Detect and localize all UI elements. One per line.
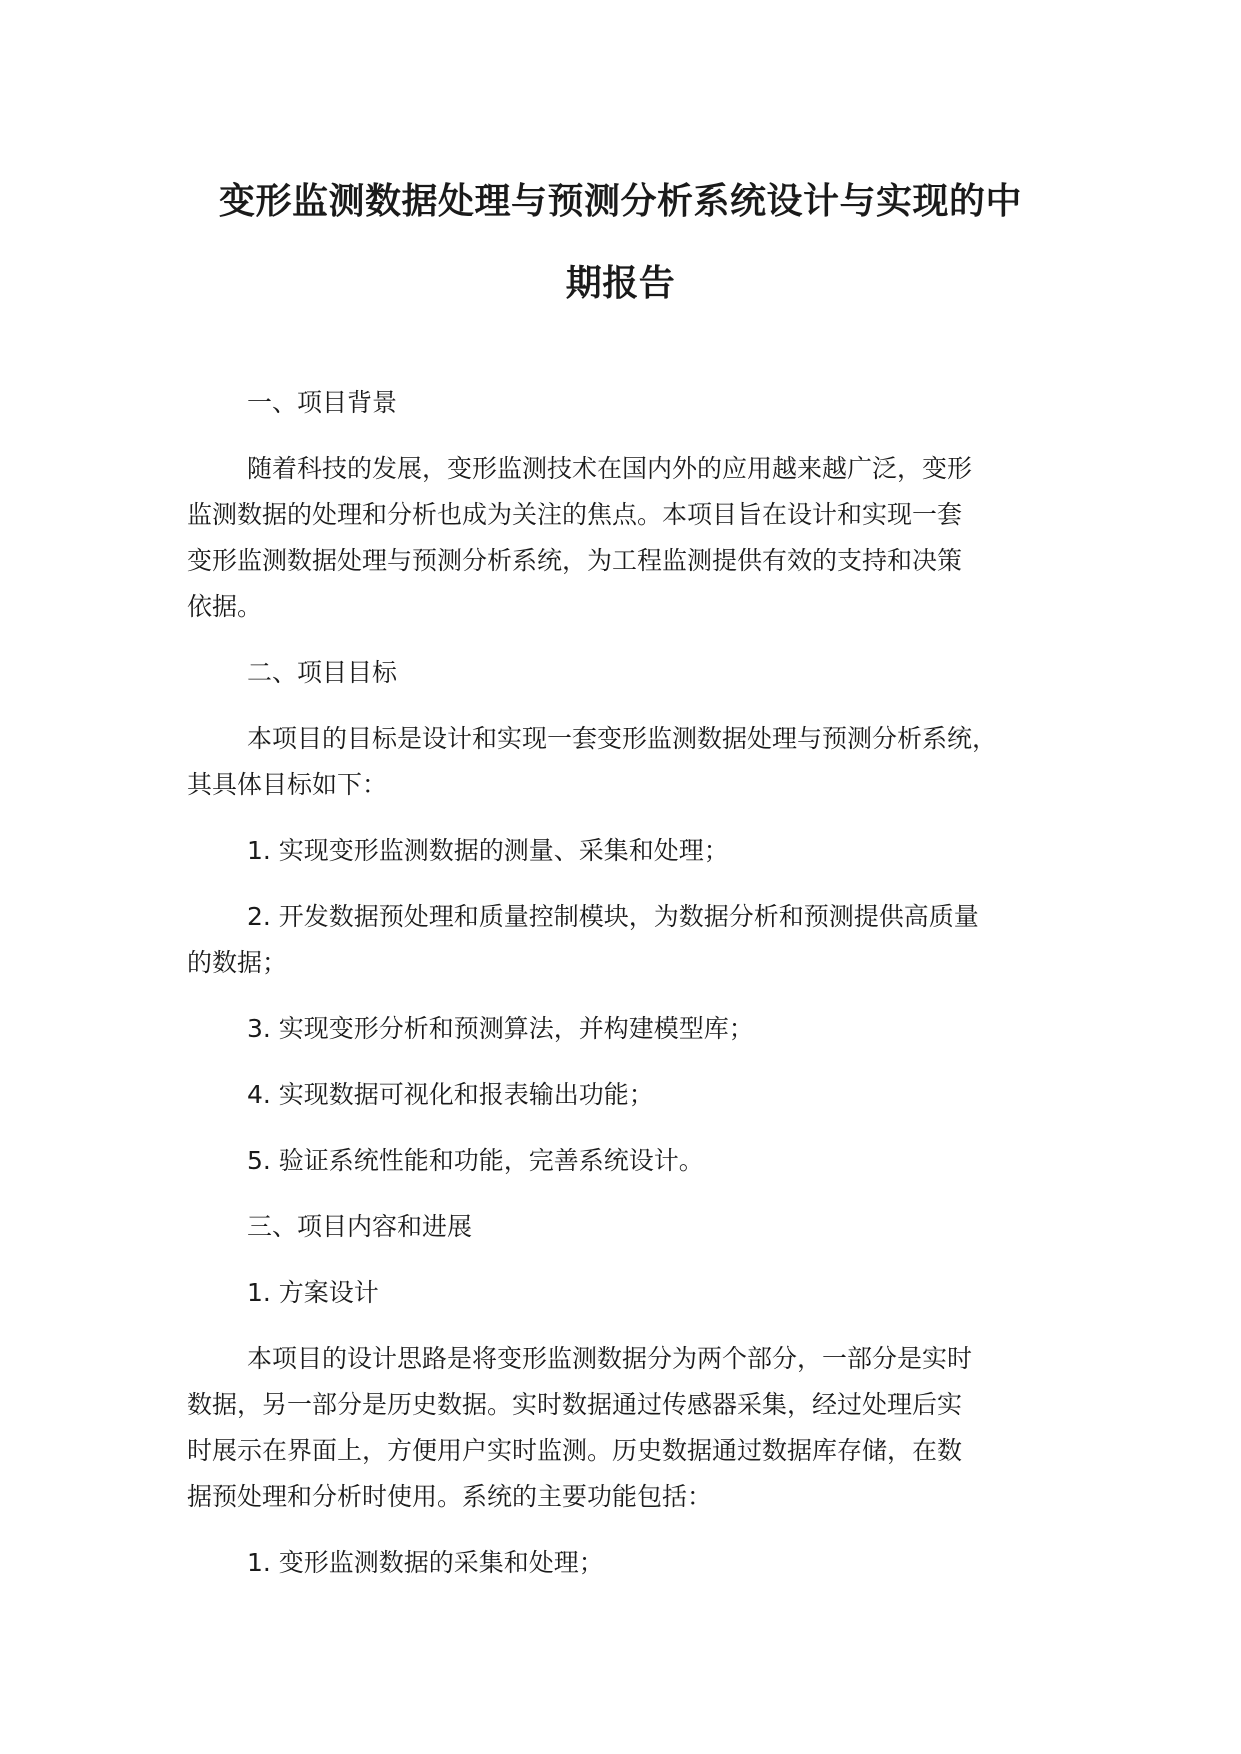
list-item-line: 的数据； (187, 948, 288, 977)
goal-item-2 (187, 894, 1087, 986)
paragraph-line: 其具体目标如下： (187, 770, 388, 799)
paragraph-line: 变形监测数据处理与预测分析系统，为工程监测提供有效的支持和决策 (187, 546, 963, 575)
paragraph-line: 时展示在界面上，方便用户实时监测。历史数据通过数据库存储，在数 (187, 1436, 963, 1465)
section-heading-content: 三、项目内容和进展 (247, 1212, 473, 1241)
section-heading-goals: 二、项目目标 (247, 658, 398, 687)
section-heading-background: 一、项目背景 (247, 388, 398, 417)
paragraph-line: 随着科技的发展，变形监测技术在国内外的应用越来越广泛，变形 (247, 454, 973, 483)
goal-item-5: 5. 验证系统性能和功能，完善系统设计。 (247, 1146, 704, 1175)
background-paragraph (187, 446, 1087, 630)
goal-item-1: 1. 实现变形监测数据的测量、采集和处理； (247, 836, 729, 865)
subsection-heading-design: 1. 方案设计 (247, 1278, 379, 1307)
document-body (187, 380, 1087, 1586)
goal-item-4: 4. 实现数据可视化和报表输出功能； (247, 1080, 654, 1109)
paragraph-line: 本项目的设计思路是将变形监测数据分为两个部分，一部分是实时 (247, 1344, 973, 1373)
paragraph-line: 依据。 (187, 592, 263, 621)
paragraph-line: 本项目的目标是设计和实现一套变形监测数据处理与预测分析系统， (247, 724, 998, 753)
document-title-line-2: 期报告 (565, 263, 676, 304)
goal-item-3: 3. 实现变形分析和预测算法，并构建模型库； (247, 1014, 754, 1043)
document-title-line-1: 变形监测数据处理与预测分析系统设计与实现的中 (218, 181, 1022, 222)
design-paragraph (187, 1336, 1087, 1520)
paragraph-line: 据预处理和分析时使用。系统的主要功能包括： (187, 1482, 713, 1511)
function-item-1: 1. 变形监测数据的采集和处理； (247, 1548, 604, 1577)
list-item-line: 2. 开发数据预处理和质量控制模块，为数据分析和预测提供高质量 (247, 902, 979, 931)
paragraph-line: 数据，另一部分是历史数据。实时数据通过传感器采集，经过处理后实 (187, 1390, 963, 1419)
paragraph-line: 监测数据的处理和分析也成为关注的焦点。本项目旨在设计和实现一套 (187, 500, 963, 529)
goals-paragraph (187, 716, 1087, 808)
